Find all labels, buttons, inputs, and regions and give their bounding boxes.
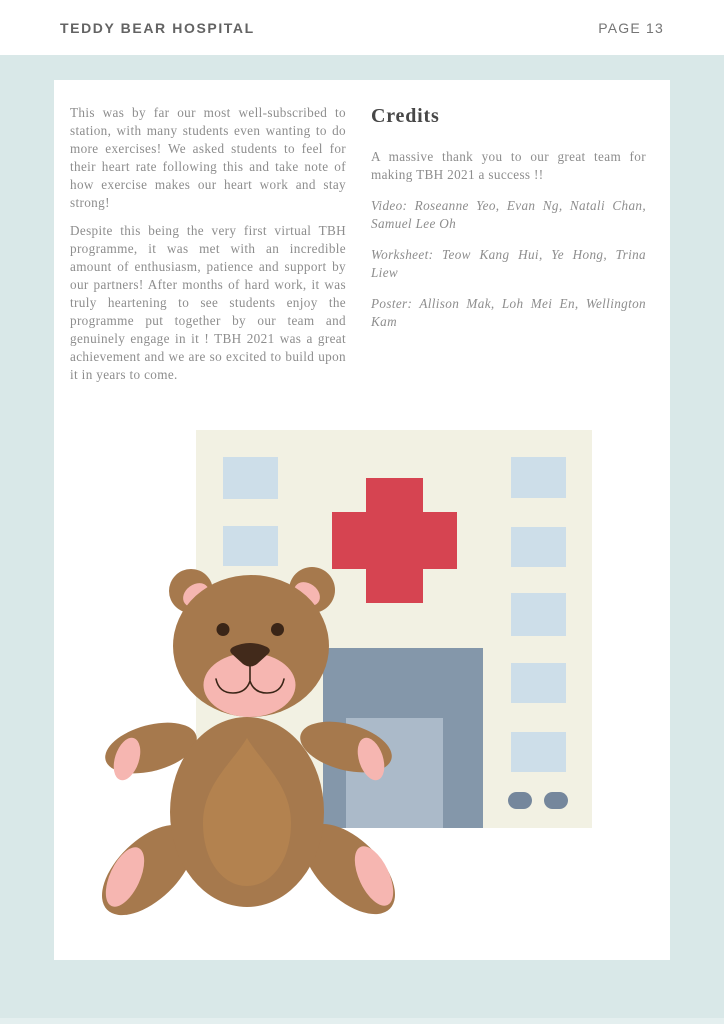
- credit-entry-poster: Poster: Allison Mak, Loh Mei En, Wellington Kam: [371, 296, 646, 329]
- text-columns: [54, 80, 670, 384]
- page-header: [0, 0, 724, 55]
- building-window: [511, 593, 566, 636]
- bear-eye-left: [217, 623, 230, 636]
- entrance-dot: [544, 792, 568, 809]
- recap-paragraph: This was by far our most well-subscribed to station, with many students even wanting to do more exercises! We asked students to feel for their heart rate following this and take note of how exercise makes our heart work and stay strong!: [70, 105, 346, 210]
- building-window: [511, 527, 566, 567]
- teddy-bear-hospital-illustration: [95, 420, 600, 930]
- credits-heading: Credits: [371, 105, 440, 127]
- building-window: [511, 732, 566, 772]
- credits-column: [371, 104, 646, 384]
- entrance-dot: [508, 792, 532, 809]
- building-window: [511, 457, 566, 498]
- building-window: [223, 526, 278, 566]
- station-recap-column: [70, 104, 346, 384]
- building-window: [511, 663, 566, 703]
- credits-intro: A massive thank you to our great team for making TBH 2021 a success !!: [371, 149, 646, 182]
- credit-entry-video: Video: Roseanne Yeo, Evan Ng, Natali Chan, Samuel Lee Oh: [371, 198, 646, 231]
- document-title: TEDDY BEAR HOSPITAL: [60, 19, 255, 36]
- red-cross-horizontal-arm: [332, 512, 457, 569]
- building-window: [223, 457, 278, 499]
- bear-eye-right: [271, 623, 284, 636]
- content-card: [54, 80, 670, 960]
- recap-paragraph: Despite this being the very first virtual TBH programme, it was met with an incredible amount of enthusiasm, patience and support by our partners! After months of hard work, it was truly heartening to see students enjoy the programme put together by our team and genuinely engage in it ! TBH 2021 was a great achievement and we are so excited to build upon it in years to come.: [70, 223, 346, 382]
- page-number: PAGE 13: [598, 19, 664, 36]
- footer-strip: [0, 1018, 724, 1024]
- credit-entry-worksheet: Worksheet: Teow Kang Hui, Ye Hong, Trina Liew: [371, 247, 646, 280]
